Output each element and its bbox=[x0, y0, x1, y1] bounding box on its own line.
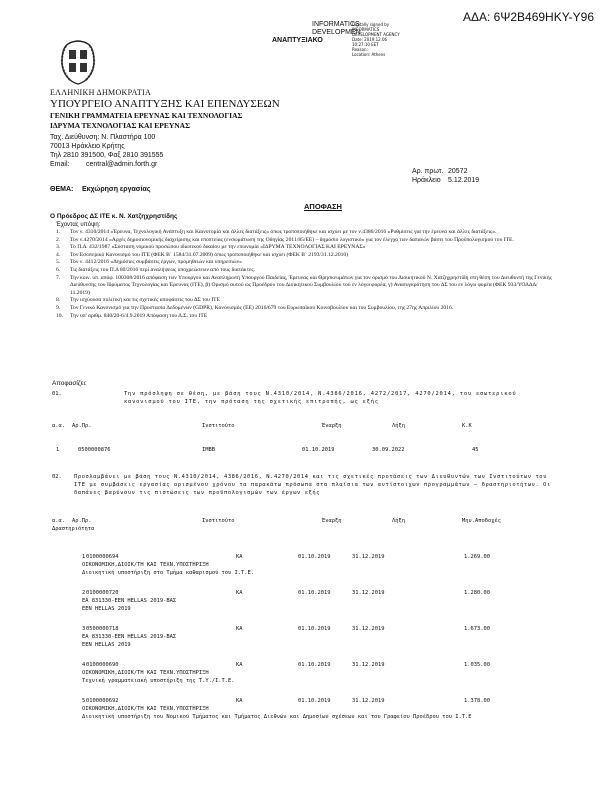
consideration-number: 8. bbox=[56, 297, 61, 304]
table-cell: ΚΑ bbox=[236, 590, 243, 596]
consideration-number: 6. bbox=[56, 266, 61, 273]
stamp-line: INFORMATICS bbox=[312, 21, 360, 28]
table-cell: 4 bbox=[82, 662, 86, 668]
col-header: α.α. bbox=[52, 423, 65, 429]
activity-name: ΕΑ 831330-ΕΕΝ HELLAS 2019-ΒΑΣ bbox=[82, 634, 177, 640]
country-name: ΕΛΛΗΝΙΚΗ ΔΗΜΟΚΡΑΤΙΑ bbox=[50, 88, 152, 97]
table-cell: ΙΜΒΒ bbox=[202, 447, 215, 453]
table-cell: 01.10.2019 bbox=[298, 626, 331, 632]
subject-value: Εκχώρηση εργασίας bbox=[81, 186, 151, 193]
city: 70013 Ηράκλειο Κρήτης bbox=[50, 143, 125, 150]
table-cell: ΚΑ bbox=[236, 626, 243, 632]
consideration-number: 5. bbox=[56, 259, 61, 266]
consideration-item bbox=[56, 275, 556, 298]
consideration-item bbox=[56, 237, 556, 245]
table-cell: 0100000692 bbox=[86, 698, 119, 704]
protocol-date: 5.12.2019 bbox=[448, 177, 480, 184]
table-cell: 1.269.00 bbox=[464, 554, 490, 560]
consideration-number: 2. bbox=[56, 236, 61, 243]
consideration-item bbox=[56, 259, 556, 267]
table-cell: ΚΑ bbox=[236, 662, 243, 668]
table-cell: 01.10.2019 bbox=[298, 698, 331, 704]
consideration-number: 9. bbox=[56, 304, 61, 311]
table-cell: 31.12.2019 bbox=[352, 590, 385, 596]
ministry-name: ΥΠΟΥΡΓΕΙΟ ΑΝΑΠΤΥΞΗΣ ΚΑΙ ΕΠΕΝΔΥΣΕΩΝ bbox=[50, 98, 280, 110]
table-cell: 01.10.2019 bbox=[298, 590, 331, 596]
table-cell: 5 bbox=[82, 698, 86, 704]
protocol-number: 20572 bbox=[448, 168, 468, 175]
consideration-text: Τον ν. 4412/2016 «Δημόσιες συμβάσεις έργων, προμηθειών και υπηρεσιών» bbox=[70, 259, 242, 266]
table-cell: 45 bbox=[472, 447, 479, 453]
table-cell: ΚΑ bbox=[236, 554, 243, 560]
consideration-item bbox=[56, 297, 556, 305]
president-line: Ο Πρόεδρος ΔΣ ΙΤΕ κ. Ν. Χατζηχρηστίδης bbox=[50, 213, 178, 220]
consideration-text: Τις διατάξεις του Π.Δ 80/2016 περί αναλήψεως υποχρεώσεων από τους διατάκτες. bbox=[70, 266, 255, 273]
activity-name: ΕΑ 831330-ΕΕΝ HELLAS 2019-ΒΑΣ bbox=[82, 598, 177, 604]
section-text: Προσλαμβάνει με βάση τους Ν.4310/2014, 4386/2016, Ν.4270/2014 και τις σχετικές προτάσεις των Διευθυντών των Ινστιτούτων του ΙΤΕ με συμβάσεις εργασίας ορισμένου χρόνου τα παρακάτω πρόσωπα στα πλαίσια των αντίστοιχων προγραμμάτων – δραστηριοτήτων. Οι δαπάνες βαρύνουν τις πιστώσεις των προϋπολογισμών των έργων εξής bbox=[74, 474, 551, 496]
consideration-text: Τον Εσωτερικό Κανονισμό του ΙΤΕ (ΦΕΚ Β΄ 1584/31.07.2009) όπως τροποποιήθηκε και ισχύει (ΦΕΚ Β΄ 2193/31.12.2010) bbox=[70, 251, 349, 258]
table-cell: 3 bbox=[82, 626, 86, 632]
consideration-number: 10. bbox=[56, 312, 63, 319]
consideration-item bbox=[56, 229, 556, 237]
consideration-text: Την ισχύουσα πολιτική και τις σχετικές αποφάσεις του ΔΣ του ΙΤΕ bbox=[70, 297, 221, 304]
street: Ταχ. Διεύθυνση: Ν. Πλαστήρα 100 bbox=[50, 134, 156, 141]
table-cell: 31.12.2019 bbox=[352, 626, 385, 632]
forth-name: ΙΔΡΥΜΑ ΤΕΧΝΟΛΟΓΙΑΣ ΚΑΙ ΕΡΕΥΝΑΣ bbox=[50, 121, 191, 130]
decision-title: ΑΠΟΦΑΣΗ bbox=[304, 202, 342, 211]
table-cell: 01.10.2019 bbox=[298, 554, 331, 560]
stamp-detail-line: Digitally signed by bbox=[352, 22, 390, 27]
consideration-number: 4. bbox=[56, 251, 61, 258]
table-cell: 1 bbox=[82, 554, 86, 560]
col-subheader: Δραστηριότητα bbox=[52, 526, 95, 532]
activity-name: ΟΙΚΟΝΟΜΙΚΗ,ΔΙΟΙΚ/ΤΗ ΚΑΙ ΤΕΧΝ.ΥΠΟΣΤΗΡΙΞΗ bbox=[82, 706, 209, 712]
consideration-number: 7. bbox=[56, 274, 61, 281]
col-header: α.α. bbox=[52, 518, 65, 524]
consideration-number: 1. bbox=[56, 229, 61, 235]
stamp-line: ΑΝΑΠΤΥΞΙΑΚΟ bbox=[272, 37, 323, 44]
table-cell: 01.10.2019 bbox=[302, 447, 335, 453]
table-cell: 1 bbox=[56, 447, 60, 453]
consideration-text: Τον ν. 4310/2014 «Έρευνα, Τεχνολογική Ανάπτυξη και Καινοτομία και άλλες διατάξεις» όπως τροποποιήθηκε και ισχύει με τον ν.4386/2016 «Ρυθμίσεις για την έρευνα και άλλες διατάξεις». bbox=[70, 229, 497, 235]
consideration-item bbox=[56, 305, 556, 313]
col-header: Ινστιτούτο bbox=[202, 518, 235, 524]
greek-emblem-icon bbox=[56, 38, 100, 86]
activity-description: Διοικητική υποστήριξη στο Τμήμα καθαρισμού του Ι.Τ.Ε. bbox=[82, 570, 255, 576]
section-01 bbox=[52, 391, 572, 461]
table-cell: 30.09.2022 bbox=[372, 447, 405, 453]
date-label: Ηράκλειο bbox=[412, 177, 441, 184]
section-number: 02. bbox=[52, 474, 62, 480]
col-header: Λήξη bbox=[392, 518, 405, 524]
table-cell: 0500000718 bbox=[86, 626, 119, 632]
table-cell: 1.280.00 bbox=[464, 590, 490, 596]
consideration-item bbox=[56, 267, 556, 275]
activity-name: ΟΙΚΟΝΟΜΙΚΗ,ΔΙΟΙΚ/ΤΗ ΚΑΙ ΤΕΧΝ.ΥΠΟΣΤΗΡΙΞΗ bbox=[82, 562, 209, 568]
subject-label: ΘΕΜΑ: bbox=[50, 186, 74, 193]
section-number: 01. bbox=[52, 391, 62, 397]
col-header: Ινστιτούτο bbox=[202, 423, 235, 429]
stamp-detail-line: Date: 2019.12.06 bbox=[352, 37, 388, 42]
stamp-detail-line: INFORMATICS bbox=[352, 27, 380, 32]
table-cell: 0500000876 bbox=[78, 447, 111, 453]
consideration-item bbox=[56, 313, 556, 321]
stamp-detail-line: 10:27:10 EET bbox=[352, 42, 379, 47]
stamp-detail-line: Reason: bbox=[352, 47, 368, 52]
table-cell: 0100000694 bbox=[86, 554, 119, 560]
table-cell: 31.12.2019 bbox=[352, 662, 385, 668]
considerations-list bbox=[56, 229, 556, 320]
activity-name: ΟΙΚΟΝΟΜΙΚΗ,ΔΙΟΙΚ/ΤΗ ΚΑΙ ΤΕΧΝ.ΥΠΟΣΤΗΡΙΞΗ bbox=[82, 670, 209, 676]
subject-line bbox=[50, 186, 150, 193]
stamp-detail-line: DEVELOPMENT AGENCY bbox=[352, 32, 400, 37]
protocol-block bbox=[412, 167, 479, 185]
phone: Τηλ 2810 391500, Φαξ 2810 391555 bbox=[50, 152, 164, 159]
stamp-detail-line: Location: Athens bbox=[352, 52, 386, 57]
col-header: Έναρξη bbox=[322, 423, 342, 429]
address-block bbox=[50, 133, 163, 169]
col-header: Λήξη bbox=[392, 423, 405, 429]
email-label: Email: bbox=[50, 161, 70, 168]
given-label: Έχοντας υπόψη: bbox=[56, 222, 101, 228]
table-cell: 31.12.2019 bbox=[352, 554, 385, 560]
table-cell: 01.10.2019 bbox=[298, 662, 331, 668]
table-cell: 1.035.00 bbox=[464, 662, 490, 668]
consideration-text: Τον Γενικό Κανονισμό για την Προστασία Δεδομένων (GDPR), Κανονισμός (ΕΕ) 2016/679 του Ευρωπαϊκού Κοινοβουλίου και του Συμβουλίου, της 27ης Απριλίου 2016. bbox=[70, 304, 454, 311]
consideration-item bbox=[56, 244, 556, 252]
section-text: Την πρόσληψη σε θέση, με βάση τους Ν.4310/2014, Ν.4386/2016, 4272/2017, 4270/2014, του εσωτερικού κανονισμού του ΙΤΕ, την πρόταση της σχετικής επιτροπής, ως εξής bbox=[124, 391, 517, 405]
protocol-label: Αρ. πρωτ. bbox=[412, 168, 444, 175]
activity-description: EEN HELLAS 2019 bbox=[82, 642, 131, 648]
activity-description: EEN HELLAS 2019 bbox=[82, 606, 131, 612]
email-link[interactable]: central@admin.forth.gr bbox=[86, 161, 158, 168]
table-cell: 1.378.00 bbox=[464, 698, 490, 704]
table-cell: 31.12.2019 bbox=[352, 698, 385, 704]
col-header: Αρ.Πρ. bbox=[72, 423, 92, 429]
col-header: Αρ.Πρ. bbox=[72, 518, 92, 524]
stamp-line: DEVELOPMEN bbox=[312, 29, 361, 36]
consideration-text: Την κοιν. υπ. απόφ. 100308/2016 απόφαση των Υπουργού και Αναπληρωτή Υπουργού Παιδείας, Έρευνας και Θρησκευμάτων για τον ορισμό του Διοικητικού Ν. Χατζηχρηστίδη στη θέση του Διευθυντή της Γενικής Διεύθυνσης του Ιδρύματος Τεχνολογίας και Έρευνας (ΙΤΕ), β) Ορισμό αυτού ως Προέδρου του Διοικητικού Συμβουλίου τού εν λόγω φορέα, γ) Ανασυγκρότηση του ΔΣ του εν λόγω φορέα (ΦΕΚ 933/ΥΟΔΔΔ/ 11.2019) bbox=[70, 274, 552, 296]
consideration-item bbox=[56, 252, 556, 260]
consideration-number: 3. bbox=[56, 244, 61, 251]
col-header: Μην.Αποδοχές bbox=[462, 518, 501, 524]
activity-description: Διοικητική υποστήριξη του Νομικού Τμήματος και Τμήματος Διεθνών και Δημοσίων σχέσεων και του Γραφείου Προέδρου του Ι.Τ.Ε bbox=[82, 714, 472, 720]
ada-number: ΑΔΑ: 6Ψ2Β469ΗΚΥ-Υ96 bbox=[462, 10, 594, 24]
section-02 bbox=[52, 474, 572, 744]
table-cell: 1.673.00 bbox=[464, 626, 490, 632]
consideration-text: Το Π.Δ. 432/1987 «Σύσταση νομικού προσώπου ιδιωτικού δικαίου με την επωνυμία «ΙΔΡΥΜΑ ΤΕΧΝΟΛΟΓΙΑΣ ΚΑΙ ΕΡΕΥΝΑΣ» bbox=[70, 244, 366, 251]
table-cell: ΚΑ bbox=[236, 698, 243, 704]
signature-details bbox=[352, 22, 400, 57]
consideration-text: Την υπ' αριθμ. 840/20-6/4.9.2019 Απόφαση του Δ.Σ. του ΙΤΕ bbox=[70, 312, 208, 319]
table-cell: 2 bbox=[82, 590, 86, 596]
consideration-text: Τον ν.4270/2014 «Αρχές δημοσιονομικής διαχείρισης και εποπτείας (ενσωμάτωση της Οδηγίας 2011/85/ΕΕ) – δημόσιο λογιστικό» για τον έλεγχο των δαπανών βάσει του Προϋπολογισμού του ΙΤΕ. bbox=[70, 236, 514, 243]
col-header: Κ.Κ bbox=[462, 423, 472, 429]
table-cell: 0100000690 bbox=[86, 662, 119, 668]
decides-label: Αποφασίζει: bbox=[52, 380, 87, 387]
col-header: Έναρξη bbox=[322, 518, 342, 524]
table-cell: 0100000720 bbox=[86, 590, 119, 596]
activity-description: Τεχνική γραμματειακή υποστήριξη της Τ.Υ./Ι.Τ.Ε. bbox=[82, 678, 235, 684]
gsrt-name: ΓΕΝΙΚΗ ΓΡΑΜΜΑΤΕΙΑ ΕΡΕΥΝΑΣ ΚΑΙ ΤΕΧΝΟΛΟΓΙΑΣ bbox=[50, 111, 243, 120]
